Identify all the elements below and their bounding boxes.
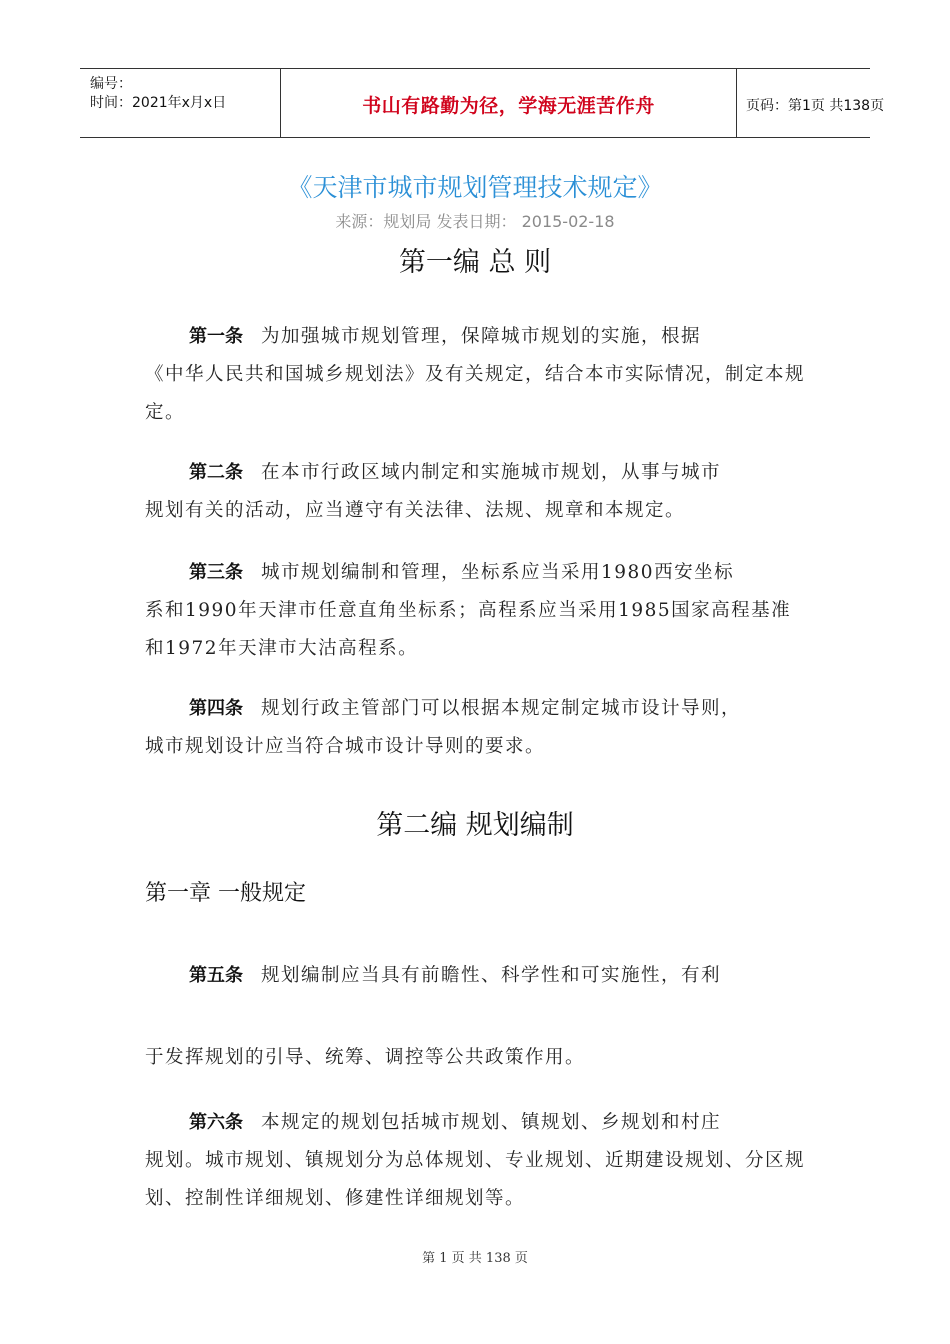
page-footer: 第 1 页 共 138 页	[422, 1251, 528, 1266]
article-lead: 第三条	[189, 562, 243, 583]
article-lead: 第二条	[189, 462, 243, 483]
article-5	[145, 935, 805, 1099]
header-slogan-cell	[280, 69, 737, 137]
article-text-rest: 规划有关的活动，应当遵守有关法律、法规、规章和本规定。	[145, 500, 686, 521]
document-title: 《天津市城市规划管理技术规定》	[287, 173, 663, 202]
serial-label: 编号：	[90, 76, 132, 92]
article-3	[145, 554, 805, 668]
article-text-rest: 于发挥规划的引导、统筹、调控等公共政策作用。	[145, 1047, 586, 1068]
article-text-rest: 系和1990年天津市任意直角坐标系；高程系应当采用1985国家高程基准和1972年天津市大沽高程系。	[145, 600, 792, 659]
article-lead: 第一条	[189, 326, 243, 347]
page-counter: 页码：第1页 共138页	[746, 98, 885, 114]
article-lead: 第六条	[189, 1112, 243, 1133]
article-text-rest: 《中华人民共和国城乡规划法》及有关规定，结合本市实际情况，制定本规定。	[145, 364, 806, 423]
header-right-cell	[736, 69, 885, 137]
chapter-one-title: 第一章 一般规定	[145, 881, 306, 906]
article-text-rest: 规划。城市规划、镇规划分为总体规划、专业规划、近期建设规划、分区规划、控制性详细规划、修建性详细规划等。	[145, 1150, 806, 1209]
article-text: 在本市行政区域内制定和实施城市规划，从事与城市	[261, 462, 722, 483]
slogan-text: 书山有路勤为径，学海无涯苦作舟	[362, 95, 655, 117]
article-text: 规划行政主管部门可以根据本规定制定城市设计导则，	[261, 698, 742, 719]
time-label: 时间：2021年x月x日	[90, 95, 227, 111]
header-left-cell	[80, 69, 280, 137]
article-text: 本规定的规划包括城市规划、镇规划、乡规划和村庄	[261, 1112, 722, 1133]
article-6	[145, 1104, 805, 1218]
part-two-title: 第二编 规划编制	[376, 810, 574, 841]
part-one-title: 第一编 总 则	[398, 247, 552, 278]
article-4	[145, 690, 805, 766]
document-meta: 来源：规划局 发表日期： 2015-02-18	[335, 212, 615, 231]
article-text: 城市规划编制和管理，坐标系应当采用1980西安坐标	[261, 562, 735, 583]
article-lead: 第四条	[189, 698, 243, 719]
article-1	[145, 318, 805, 432]
document-header	[80, 68, 885, 138]
article-text: 为加强城市规划管理，保障城市规划的实施，根据	[261, 326, 702, 347]
article-2	[145, 454, 805, 530]
article-lead: 第五条	[189, 965, 243, 986]
article-text: 规划编制应当具有前瞻性、科学性和可实施性，有利	[261, 965, 722, 986]
article-text-rest: 城市规划设计应当符合城市设计导则的要求。	[145, 736, 546, 757]
